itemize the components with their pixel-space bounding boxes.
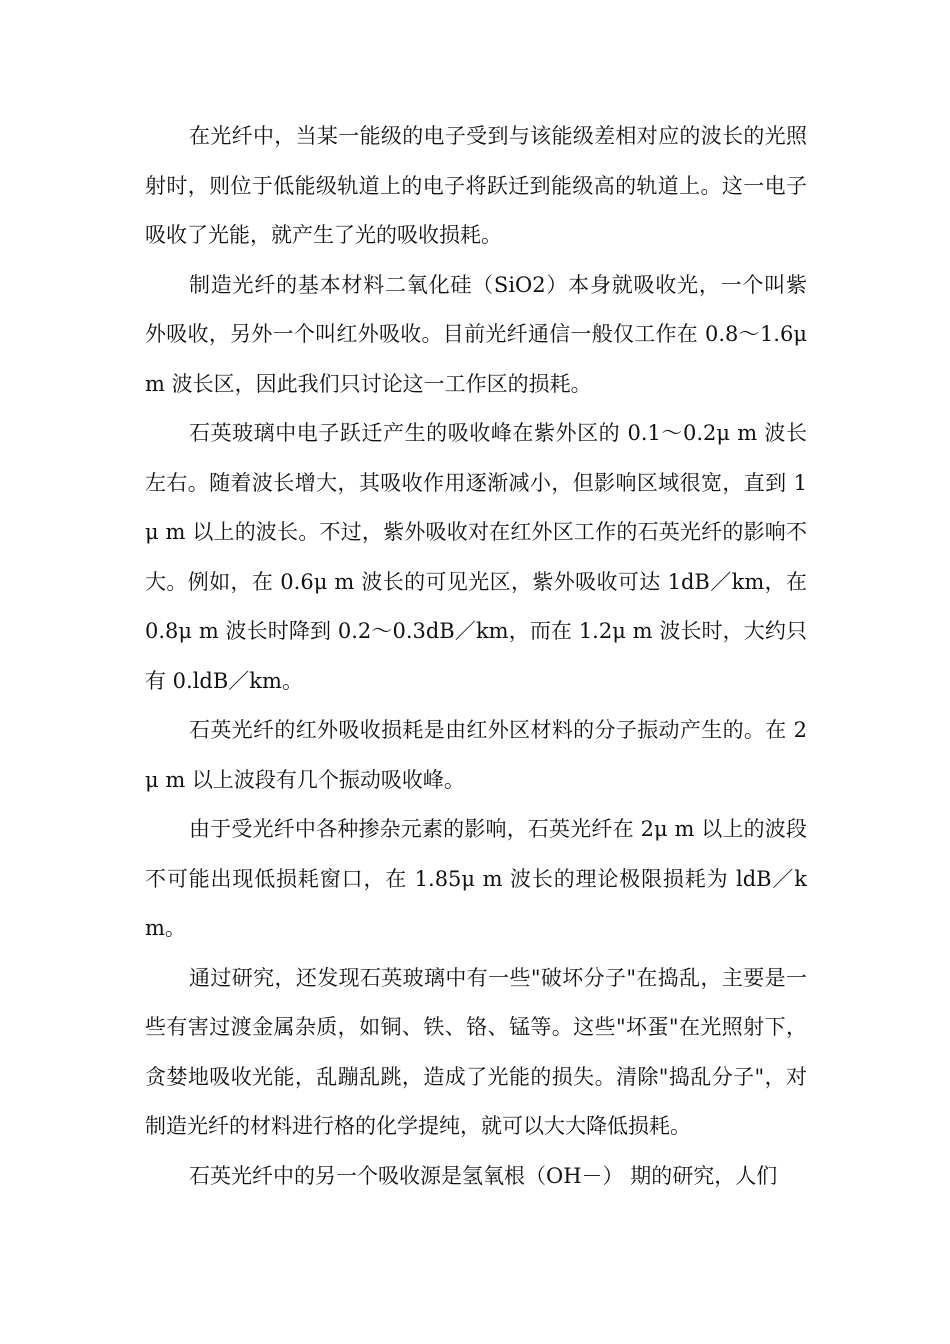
paragraph-1: 在光纤中，当某一能级的电子受到与该能级差相对应的波长的光照射时，则位于低能级轨道上的电子将跃迁到能级高的轨道上。这一电子吸收了光能，就产生了光的吸收损耗。 xyxy=(145,124,807,247)
document-body xyxy=(145,112,807,1201)
paragraph-6: 通过研究，还发现石英玻璃中有一些"破坏分子"在捣乱，主要是一些有害过渡金属杂质，如铜、铁、铬、锰等。这些"坏蛋"在光照射下，贪婪地吸收光能，乱蹦乱跳，造成了光能的损失。清除"捣乱分子"，对制造光纤的材料进行格的化学提纯，就可以大大降低损耗。 xyxy=(145,965,807,1138)
paragraph-7: 石英光纤中的另一个吸收源是氢氧根（OH－） 期的研究，人们 xyxy=(189,1163,778,1188)
paragraph-5: 由于受光纤中各种掺杂元素的影响，石英光纤在 2μ m 以上的波段不可能出现低损耗窗口，在 1.85μ m 波长的理论极限损耗为 ldB／km。 xyxy=(145,817,807,940)
paragraph-3: 石英玻璃中电子跃迁产生的吸收峰在紫外区的 0.1～0.2μ m 波长左右。随着波长增大，其吸收作用逐渐减小，但影响区域很宽，直到 1μ m 以上的波长。不过，紫外吸收对在红外区工作的石英光纤的影响不大。例如，在 0.6μ m 波长的可见光区，紫外吸收可达 1dB／km，在 0.8μ m 波长时降到 0.2～0.3dB／km，而在 1.2μ m 波长时，大约只有 0.ldB／km。 xyxy=(145,421,807,693)
paragraph-2: 制造光纤的基本材料二氧化硅（SiO2）本身就吸收光，一个叫紫外吸收，另外一个叫红外吸收。目前光纤通信一般仅工作在 0.8～1.6μ m 波长区，因此我们只讨论这一工作区的损耗。 xyxy=(145,272,807,396)
paragraph-4: 石英光纤的红外吸收损耗是由红外区材料的分子振动产生的。在 2μ m 以上波段有几个振动吸收峰。 xyxy=(145,718,807,792)
